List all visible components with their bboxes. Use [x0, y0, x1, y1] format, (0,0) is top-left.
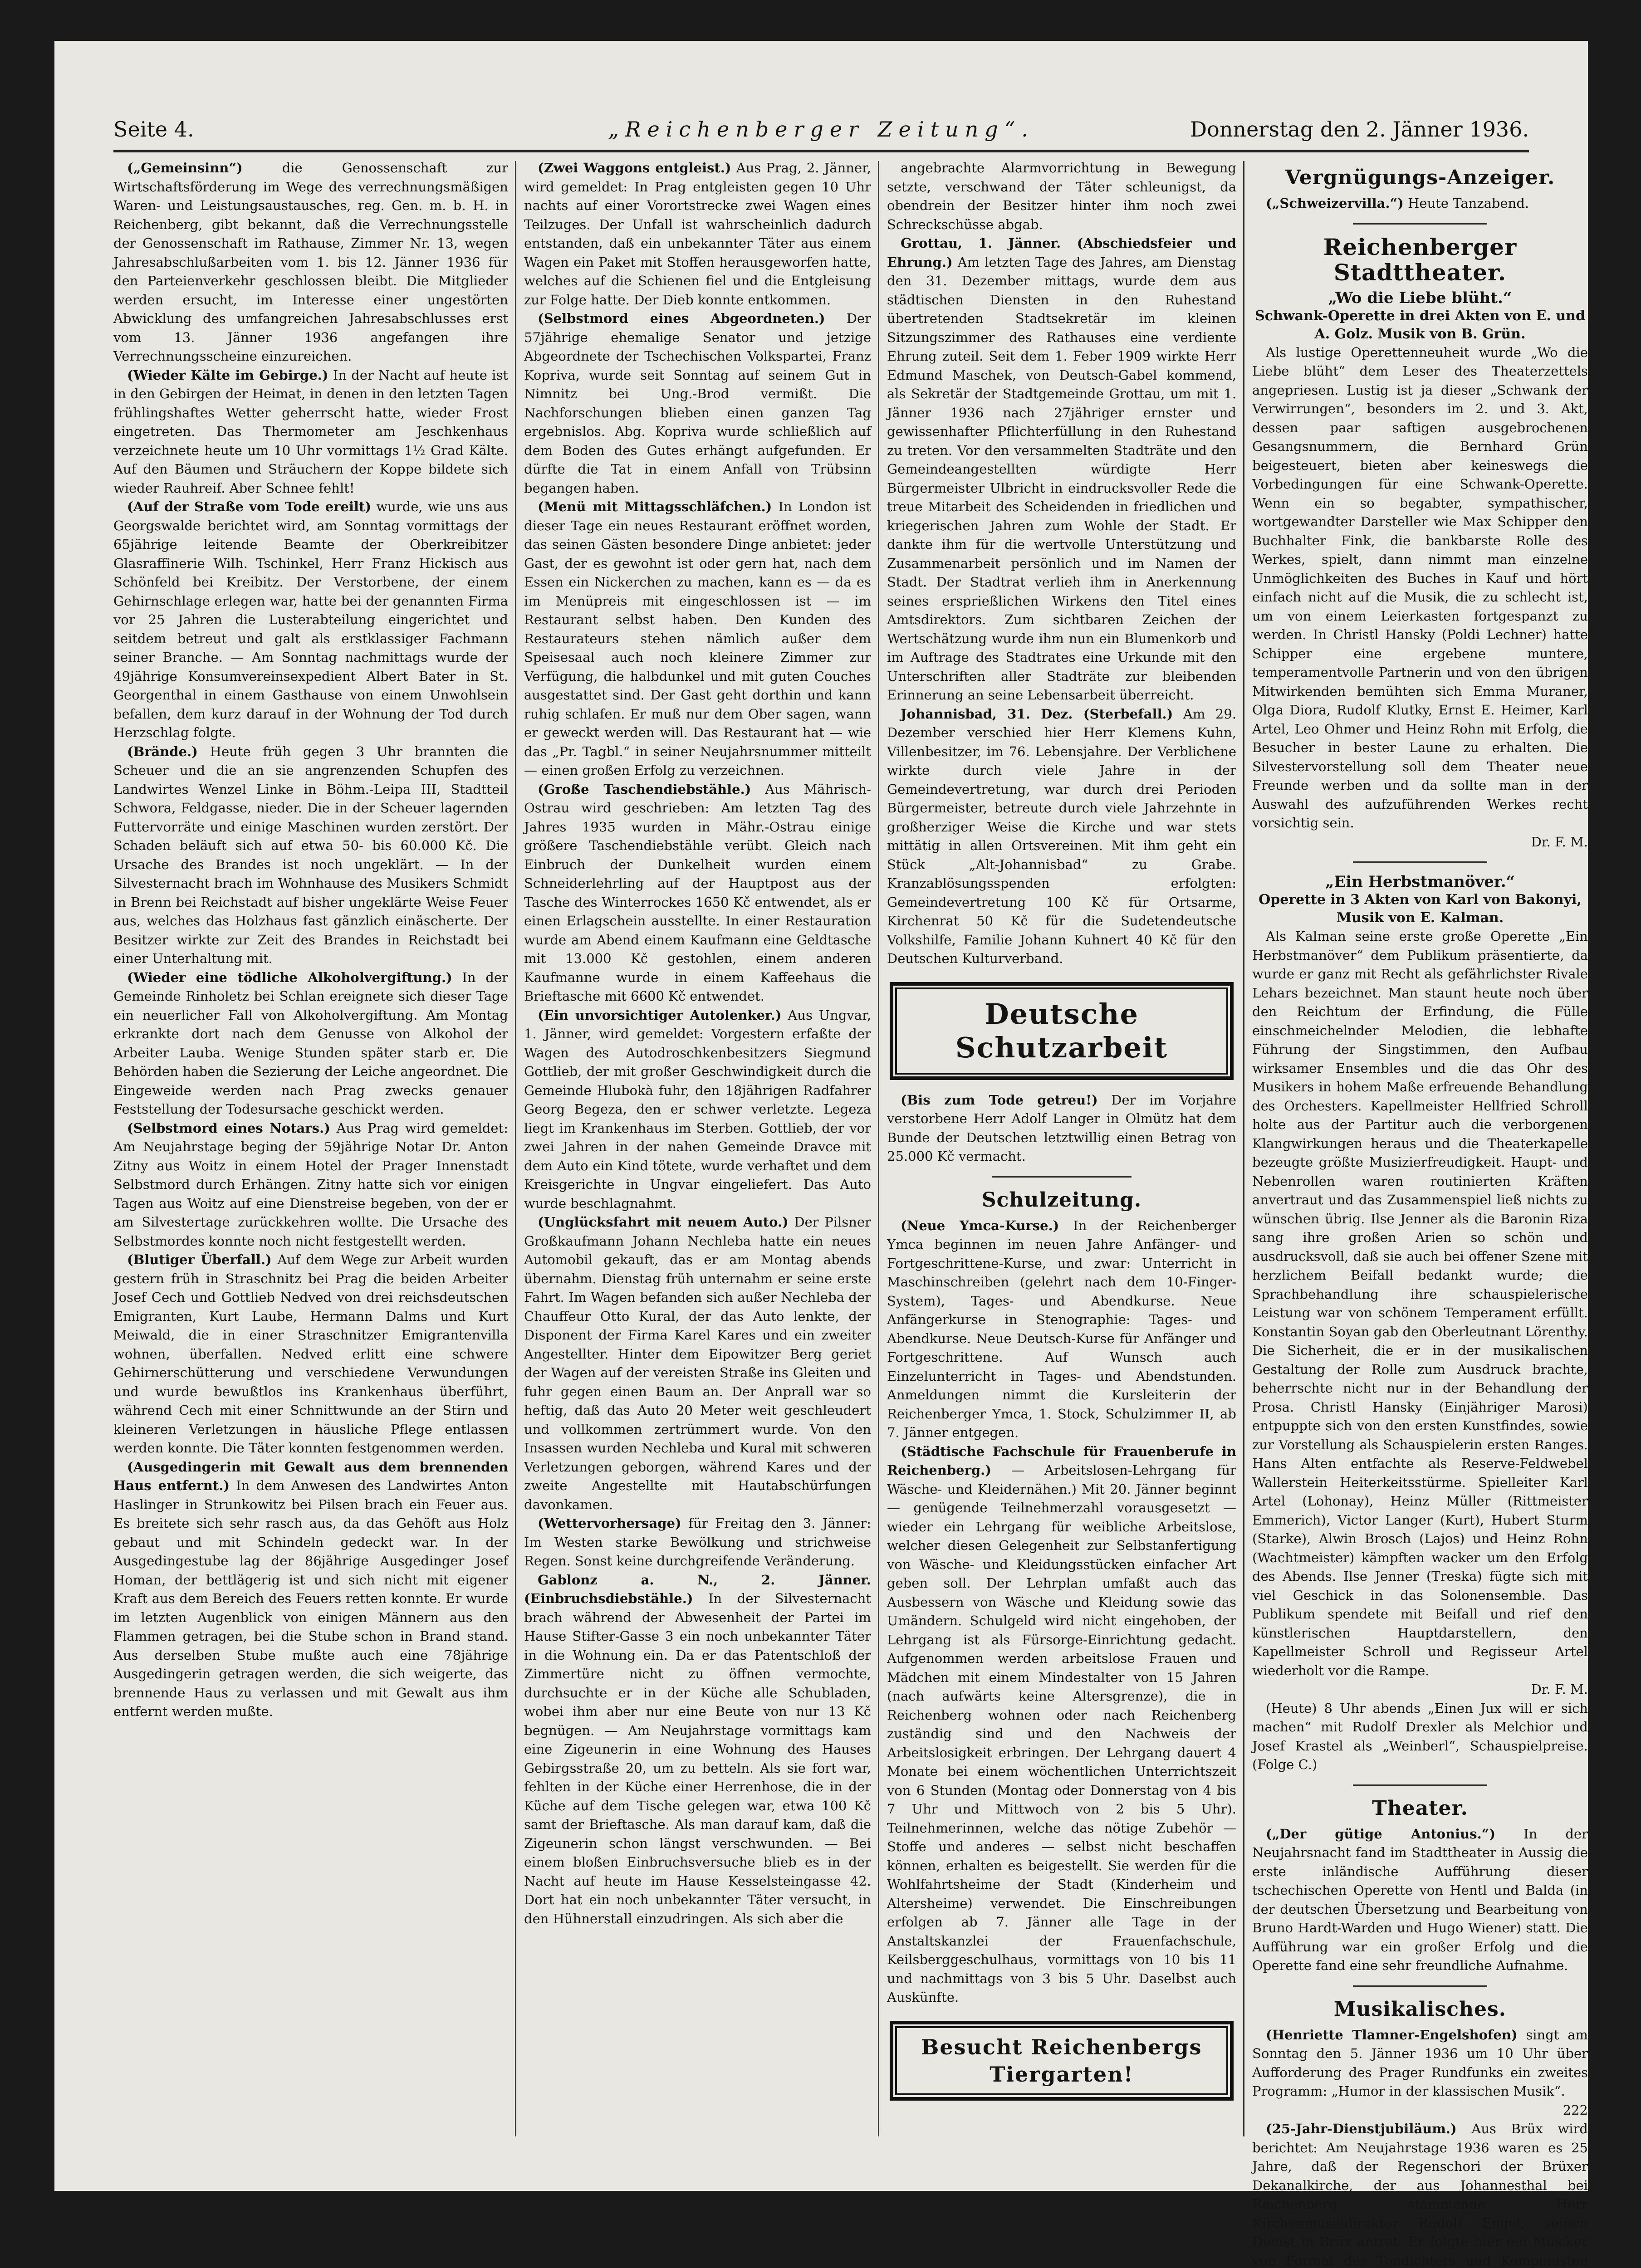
article-heading: (Unglücksfahrt mit neuem Auto.) — [538, 1214, 789, 1230]
article — [524, 1006, 871, 1213]
article-text: Aus Prag, 2. Jänner, wird gemeldet: In Prag entgleisten gegen 10 Uhr nachts auf einer Vorortstrecke zwei Wagen eines Teilzuges. Der Unfall ist wahrscheinlich dadurch entstanden, daß ein unbekannter Täter aus einem Wagen ein Paket mit Stoffen herausgeworfen hatte, welches auf die Schienen fiel und die Entgleisung zur Folge hatte. Der Dieb konnte entkommen. — [524, 160, 871, 308]
section-divider — [1353, 1784, 1487, 1786]
article-heading: (Bis zum Tode getreu!) — [901, 1092, 1098, 1108]
section-heading-stadttheater: Reichenberger Stadttheater. — [1323, 233, 1517, 286]
article-heading: (Selbstmord eines Abgeordneten.) — [538, 311, 825, 326]
article — [524, 1571, 871, 1929]
article-text: Aus Prag wird gemeldet: Am Neujahrstage beging der 59jährige Notar Dr. Anton Zitny aus Woitz in einem Hotel der Prager Innenstadt Selbstmord durch Erhängen. Zitny hatte sich vor einigen Tagen aus Woitz auf eine Dienstreise begeben, von der er am Silvestertage zurückkehren wollte. Die Ursache des Selbstmordes konnte noch nicht festgestellt werden. — [113, 1120, 508, 1249]
article-text: Aus Brüx wird berichtet: Am Neujahrstage 1936 waren es 25 Jahre, daß der Regenschori der Brüxer Dekanalkirche, der aus Johannesthal bei Reichenberg stammende Herr Kirchenmusikdirektor Rudolf Engel, seinen Dienst in Brüx antrat. Er folgte hier ein Musiker von Format des Tondichters und Komponisten — [1252, 2121, 1588, 2268]
article — [1252, 2120, 1588, 2268]
article-heading: (Henriette Tlamner-Engelshofen) — [1266, 2027, 1518, 2043]
article-text: Auf dem Wege zur Arbeit wurden gestern früh in Straschnitz bei Prag die beiden Arbeiter Josef Cech und Gottlieb Nedved von drei reichsdeutschen Emigranten, Kurt Laube, Hermann Dalms und Kurt Meiwald, die in einer Straschnitzer Emigrantenvilla wohnen, überfallen. Nedved erlitt eine schwere Gehirnerschütterung und verschiedene Verwundungen und wurde bewußtlos ins Krankenhaus überführt, während Cech mit einer Schnittwunde an der Stirn und kleineren Verletzungen in häusliche Pflege entlassen werden konnte. Die Täter konnten festgenommen werden. — [113, 1252, 509, 1456]
article-text: singt am Sonntag den 5. Jänner 1936 um 10 Uhr über Aufforderung des Prager Rundfunks ein zweites Programm: „Humor in der klassischen Musik“. — [1252, 2027, 1588, 2099]
article-text: In London ist dieser Tage ein neues Restaurant eröffnet worden, das seinen Gästen besondere Dinge anbietet: jeder Gast, der es gewohnt ist oder gern hat, nach dem Essen ein Nickerchen zu machen, kann es — da es im Menüpreis mit eingeschlossen ist — im Restaurant selbst haben. Den Kunden des Restaurateurs stehen nämlich außer dem Speisesaal auch noch kleinere Zimmer zur Verfügung, die halbdunkel und mit guten Couches ausgestattet sind. Der Gast geht dorthin und kann ruhig schlafen. Er muß nur dem Ober sagen, wann er geweckt werden will. Das Restaurant hat — wie das „Pr. Tagbl.“ in seiner Neujahrsnummer mitteilt — einen großen Erfolg zu verzeichnen. — [524, 499, 871, 778]
column-rule — [1243, 161, 1244, 2136]
article — [887, 705, 1236, 968]
article — [113, 1251, 508, 1458]
article-heading: (Zwei Waggons entgleist.) — [538, 160, 731, 176]
section-divider — [1353, 223, 1487, 225]
review-text: Als Kalman seine erste große Operette „Ein Herbstmanöver“ dem Publikum präsentierte, da wurde er ganz mit Recht als gefährlichster Rivale Lehars bezeichnet. Man staunt heute noch über den Reichtum der Erfindung, die Fülle einschmeichelnder Melodien, die lebhafte Führung der Singstimmen, den Aufbau wirksamer Ensembles und die das Ohr des Musikers in hohem Maße erfreuende Behandlung des Orchesters. Kapellmeister Hellfried Schroll holte aus der Partitur auch die verborgenen Klangwirkungen heraus und die Theaterkapelle bezeugte größte Musizierfreudigkeit. Haupt- und Nebenrollen waren routinierten Kräften anvertraut und das Zusammenspiel ließ nichts zu wünschen übrig. Ilse Jenner als die Baronin Riza sang ihre großen Arien so schön und ausdrucksvoll, daß sie auch bei offener Szene mit herzlichem Beifall bedankt wurde; die Sprachbehandlung ihre schauspielerische Leistung war von schönem Temperament erfüllt. Konstantin Soyan gab den Oberleutnant Lörenthy. Die Sicherheit, die er in der musikalischen Gestaltung der Rolle zum Ausdruck brachte, beherrschte nicht nur in der Behandlung der Prosa. Christl Hansky (Einjähriger Marosi) entpuppte sich von den ersten Kunstfindes, sowie zur Vorstellung als Schauspielerin ersten Ranges. Hans Alten entfachte als Reserve-Feldwebel Wallerstein Heiterkeitsstürme. Spielleiter Karl Artel (Lohonay), Heinz Müller (Rittmeister Emmerich), Victor Langer (Kurt), Hubert Sturm (Starke), Alwin Brosch (Lajos) und Heinz Rohn (Wachtmeister) kämpften wacker um den Erfolg des Abends. Ilse Jenner (Treska) fügte sich mit viel Geschick in das Solonensemble. Das Publikum spendete mit Beifall und rief den künstlerischen Hauptdarstellern, den Kapellmeister Schroll und Regisseur Artel wiederholt vor die Rampe. — [1252, 929, 1588, 1678]
page-header — [113, 109, 1529, 152]
column-1 — [113, 159, 508, 2141]
article-text: Der Pilsner Großkaufmann Johann Nechleba hatte ein neues Automobil gekauft, das er am Montag abends übernahm. Dienstag früh unternahm er seine erste Fahrt. Im Wagen befanden sich außer Nechleba der Chauffeur Otto Kural, der das Auto lenkte, der Disponent der Firma Karel Kares und ein zweiter Angestellter. Hinter dem Eipowitzer Berg geriet der Wagen auf der vereisten Straße ins Gleiten und fuhr gegen einen Baum an. Der Anprall war so heftig, daß das Auto 20 Meter weit geschleudert und vollkommen zertrümmert wurde. Von den Insassen wurden Nechleba und Kural mit schweren Verletzungen geborgen, während Kares und der zweite Angestellte mit Hautabschürfungen davonkamen. — [524, 1214, 871, 1512]
column-3-articles — [887, 159, 1236, 968]
review-signature: Dr. F. M. — [1531, 1681, 1588, 1697]
article-text: angebrachte Alarmvorrichtung in Bewegung setzte, verschwand der Täter schleunigst, da obendrein der Besitzer hinter ihm noch zwei Schreckschüsse abgab. — [887, 160, 1236, 232]
article-text: die Genossenschaft zur Wirtschaftsförderung im Wege des verrechnungsmäßigen Waren- und Leistungsaustausches, reg. Gen. m. b. H. in Reichenberg, gibt bekannt, daß die Verrechnungsstelle der Genossenschaft im Rathause, Zimmer Nr. 13, wegen Jahresabschlußarbeiten vom 1. bis 12. Jänner 1936 für den Parteienverkehr geschlossen bleibt. Die Mitglieder werden ersucht, im Interesse einer ungestörten Abwicklung des umfangreichen Jahresabschlusses erst vom 13. Jänner 1936 angefangen ihre Verrechnungsscheine einzureichen. — [113, 160, 508, 364]
article — [524, 159, 871, 309]
article — [113, 366, 508, 498]
article — [524, 1213, 871, 1514]
column-2 — [524, 159, 871, 2141]
article-text: Am letzten Tage des Jahres, am Dienstag den 31. Dezember mittags, wurde dem aus städtischen Diensten in den Ruhestand übertretenden Stadtsekretär im kleinen Sitzungszimmer des Rathauses eine verdiente Ehrung zuteil. Seit dem 1. Feber 1909 wirkte Herr Edmund Maschek, von Deutsch-Gabel kommend, als Sekretär der Stadtgemeinde Grottau, um mit 1. Jänner 1936 nach 27jähriger ernster und gewissenhafter Pflichterfüllung in den Ruhestand zu treten. Vor den versammelten Stadträte und den Gemeindeangestellten würdigte Herr Bürgermeister Ulbricht in eindrucksvoller Rede die treue Mitarbeit des Scheidenden in friedlichen und kriegerischen Jahren zum Wohle der Stadt. Er dankte ihm für die wertvolle Unterstützung und Zusammenarbeit persönlich und im Namen der Stadt. Der Stadtrat verlieh ihm in Anerkennung seines ersprießlichen Wirkens den Titel eines Amtsdirektors. Zum sichtbaren Zeichen der Wertschätzung wurde ihm nun ein Blumenkorb und im Auftrage des Stadtrates eine Urkunde mit den Unterschriften aller Stadträte zur bleibenden Erinnerung an seine Lebensarbeit überreicht. — [887, 254, 1236, 703]
review-text: Als lustige Operettenneuheit wurde „Wo die Liebe blüht“ dem Leser des Theaterzettels angepriesen. Lustig ist ja dieser „Schwank der Verwirrungen“, besonders im 2. und 3. Akt, dessen paar saftigen ausgebrochenen Gesangsnummern, die Bernhard Grün beigesteuert, bieten aber keineswegs die Vorbedingungen für eine Schwank-Operette. Wenn ein so begabter, sympathischer, wortgewandter Darsteller wie Max Schipper den Buchhalter Fink, die bankbarste Rolle des Werkes, spielt, dann nimmt man einzelne Unmöglichkeiten des Buches in Kauf und hört einfach nicht auf die Musik, die zu schlecht ist, um von einem Leierkasten fortgespanzt zu werden. In Christl Hansky (Poldi Lechner) hatte Schipper eine ergebene muntere, temperamentvolle Partnerin und von den übrigen Mitwirkenden bemühten sich Emma Muraner, Olga Diora, Rudolf Klutky, Ernst E. Heimer, Karl Artel, Leo Ohmer und Heinz Rohn mit Erfolg, die Besucher in bester Laune zu erhalten. Die Silvestervorstellung soll dem Theater neue Freunde werben und da sollte man in der Auswahl des aufzuführenden Werkes recht vorsichtig sein. — [1252, 344, 1588, 831]
article — [113, 1458, 508, 1721]
play-credits: Schwank-Operette in drei Akten von E. und A. Golz. Musik von B. Grün. — [1255, 308, 1585, 342]
article-heading: („Der gütige Antonius.“) — [1266, 1826, 1496, 1842]
article-text: Der im Vorjahre verstorbene Herr Adolf Langer in Olmütz hat dem Bunde der Deutschen letztwillig einen Betrag von 25.000 Kč vermacht. — [887, 1092, 1236, 1164]
article-heading: (Blutiger Überfall.) — [127, 1252, 272, 1267]
article-heading: (Wieder eine tödliche Alkoholvergiftung.) — [127, 969, 452, 985]
play-title: „Ein Herbstmanöver.“ — [1325, 873, 1515, 891]
section-heading-musikalisches: Musikalisches. — [1333, 1997, 1507, 2021]
section-divider — [992, 1176, 1132, 1178]
article-text: Aus Ungvar, 1. Jänner, wird gemeldet: Vorgestern erfaßte der Wagen des Autodroschkenbesitzers Siegmund Gottlieb, der mit großer Geschwindigkeit durch die Gemeinde Hlubokà fuhr, den 18jährigen Radfahrer Georg Begeza, den er schwer verletzte. Legeza liegt im Krankenhaus im Sterben. Gottlieb, der vor zwei Jahren in der nahen Gemeinde Dravce mit dem Auto ein Kind tötete, wurde verhaftet und dem Kreisgerichte in Ungvar eingeliefert. Das Auto wurde beschlagnahmt. — [524, 1007, 871, 1211]
newspaper-page — [54, 41, 1588, 2268]
article-heading: (25-Jahr-Dienstjubiläum.) — [1266, 2121, 1457, 2136]
article-text: Aus Mährisch-Ostrau wird geschrieben: Am letzten Tag des Jahres 1935 wurden in Mähr.-Ostrau einige größere Taschendiebstähle verübt. Gleich nach Einbruch der Dunkelheit wurden einem Schneiderlehrling auf der Hauptpost aus der Tasche des Winterrockes 1650 Kč entwendet, als er einen Erlagschein ausstellte. In einer Restauration wurde am Abend einem Kaufmann eine Geldtasche mit 13.000 Kč gestohlen, einem anderen Kaufmanne wurde in einem Kaffeehaus die Brieftasche mit 6600 Kč entwendet. — [524, 781, 871, 1004]
article-heading: (Ein unvorsichtiger Autolenker.) — [538, 1007, 782, 1023]
column-3-articles-b — [887, 1091, 1236, 1166]
article-heading: Grottau, 1. Jänner. (Abschiedsfeier und Ehrung.) — [887, 235, 1236, 270]
article — [887, 1217, 1236, 1442]
article-heading: (Städtische Fachschule für Frauenberufe in Reichenberg.) — [887, 1443, 1236, 1478]
article-text: — Arbeitslosen-Lehrgang für Wäsche- und Kleidernähen.) Mit 20. Jänner beginnt — genügende Teilnehmerzahl vorausgesetzt — wieder ein Lehrgang für weibliche Arbeitslose, welcher diesen Gelegenheit zur Selbstanfertigung von Wäsche- und Kleidungsstücken einfacher Art geben soll. Der Lehrplan umfaßt auch das Ausbessern von Wäsche und Kleidung sowie das Umändern. Schulgeld wird nicht eingehoben, der Lehrgang ist als Fürsorge-Einrichtung gedacht. Aufgenommen werden arbeitslose Frauen und Mädchen mit einem Mindestalter von 15 Jahren (nach aufwärts keine Altersgrenze), die in Reichenberg wohnen oder nach Reichenberg zuständig sind und den Nachweis der Arbeitslosigkeit erbringen. Der Lehrgang dauert 4 Monate bei einem wöchentlichen Unterrichtszeit von 6 Stunden (Montag oder Donnerstag von 4 bis 7 Uhr und Mittwoch von 2 bis 5 Uhr). Teilnehmerinnen, welche das nötige Zubehör — Stoffe und anderes — selbst nicht beschaffen können, erhalten es beigestellt. Sie werden für die Wohlfahrtsheime der Stadt (Kinderheim und Altersheime) verwendet. Die Einschreibungen erfolgen ab 7. Jänner alle Tage in der Anstaltskanzlei der Frauenfachschule, Keilsberggeschulhaus, vormittags von 10 bis 11 und nachmittags von 3 bis 5 Uhr. Daselbst auch Auskünfte. — [887, 1462, 1236, 2005]
article-heading: (Wieder Kälte im Gebirge.) — [127, 367, 328, 383]
article-heading: (Selbstmord eines Notars.) — [127, 1120, 330, 1136]
article-text: wurde, wie uns aus Georgswalde berichtet wird, am Sonntag vormittags der 65jährige leitende Beamte der Oberkreibitzer Glasraffinerie Wilh. Tschinkel, Herr Franz Hickisch aus Schönfeld bei Kreibitz. Der Verstorbene, der einem Gehirnschlage erlegen war, hatte bei der genannten Firma vor 25 Jahren die Lusterabteilung eingerichtet und seitdem betreut und galt als erstklassiger Fachmann seiner Branche. — Am Sonntag nachmittags wurde der 49jährige Konsumvereinsexpedient Albert Bater in St. Georgenthal in einem Gasthause von einem Unwohlsein befallen, dem kurz darauf in der Wohnung der Tod durch Herzschlag folgte. — [113, 499, 508, 740]
article-heading: Gablonz a. N., 2. Jänner. (Einbruchsdiebstähle.) — [524, 1572, 871, 1606]
review-signature: Dr. F. M. — [1531, 834, 1588, 850]
article — [1252, 2026, 1588, 2101]
article — [113, 159, 508, 366]
article — [113, 743, 508, 968]
article-text: Am 29. Dezember verschied hier Herr Klemens Kuhn, Villenbesitzer, im 76. Lebensjahre. Der Verblichene wirkte durch viele Jahre in der Gemeindevertretung, war durch drei Perioden Bürgermeister, betreute durch viele Jahrzehnte in großherziger Weise die Kirche und war stets mittätig in allen Ortsvereinen. Mit ihm geht ein Stück „Alt-Johannisbad“ zu Grabe. Kranzablösungsspenden erfolgten: Gemeindevertretung 100 Kč für Ortsarme, Kirchenrat 50 Kč für die Sudetendeutsche Volkshilfe, Familie Johann Kuhnert 40 Kč für den Deutschen Kulturverband. — [887, 706, 1236, 966]
article — [524, 1514, 871, 1571]
article-heading: (Wettervorhersage) — [538, 1515, 681, 1531]
section-heading-vergnuegungs-anzeiger: Vergnügungs-Anzeiger. — [1285, 166, 1555, 189]
article-heading: (Große Taschendiebstähle.) — [538, 781, 751, 797]
article — [524, 498, 871, 780]
page-number-mark: 222 — [1563, 2102, 1588, 2118]
article-text: In der Gemeinde Rinholetz bei Schlan ereignete sich dieser Tage ein neuerlicher Fall von Alkoholvergiftung. Am Montag erkrankte dort nach dem Genusse von Alkohol der Arbeiter Lauba. Wenige Stunden später starb er. Die Behörden haben die Sezierung der Leiche angeordnet. Die Eingeweide werden nach Prag zwecks genauer Feststellung der Todesursache geschickt werden. — [113, 969, 508, 1117]
article-text: In dem Anwesen des Landwirtes Anton Haslinger in Strunkowitz bei Pilsen brach ein Feuer aus. Es breitete sich sehr rasch aus, da das Gehöft aus Holz gebaut und mit Schindeln gedeckt war. In der Ausgedingestube lag der 86jährige Ausgedinger Josef Homan, der bettlägerig ist und sich nicht mit eigener Kraft aus dem Bereich des Feuers retten konnte. Er wurde im letzten Augenblick von einigen Männern aus den Flammen getragen, bei die Stube schon in Brand stand. Aus derselben Stube mußte auch eine 78jährige Ausgedingerin getragen werden, die sich weigerte, das brennende Haus zu verlassen und mit Gewalt aus ihm entfernt werden mußte. — [113, 1478, 508, 1719]
article-text: Heute früh gegen 3 Uhr brannten die Scheuer und die an sie angrenzenden Schupfen des Landwirtes Wenzel Linke in Böhm.-Leipa III, Stadtteil Schwora, Feldgasse, nieder. Die in der Scheuer lagernden Futtervorräte und einige Maschinen wurden zerstört. Der Schaden beläuft sich auf etwa 50- bis 60.000 Kč. Die Ursache des Brandes ist noch ungeklärt. — In der Silvesternacht brach im Wohnhause des Musikers Schmidt in Brenn bei Reichstadt auf bisher ungeklärte Weise Feuer aus, welches das Holzhaus fast gänzlich einäscherte. Der Besitzer wirkte zur Zeit des Brandes in Reichstadt bei einer Unterhaltung mit. — [113, 743, 508, 966]
article — [887, 1442, 1236, 2007]
newspaper-title: „Reichenberger Zeitung“. — [608, 117, 1034, 142]
article-text: In der Silvesternacht brach während der Abwesenheit der Partei im Hause Stifter-Gasse 3 ein noch unbekannter Täter in die Wohnung ein. Da er das Patentschloß der Zimmertüre nicht zu öffnen vermochte, durchsuchte er in der Küche alle Schubladen, wobei ihm aber nur eine Beute von nur 13 Kč begnügen. — Am Neujahrstage vormittags kam eine Zigeunerin in eine Wohnung des Hauses Gebirgsstraße 20, um zu betteln. Als sie fort war, fehlten in der Küche einer Herrenhose, die in der Küche auf dem Tische gelegen war, etwa 100 Kč samt der Brieftasche. Als man darauf kam, daß die Zigeunerin schon längst verschwunden. — Bei einem bloßen Einbruchsversuche blieb es in der Nacht auf heute im Hause Kesselsteingasse 42. Dort hat ein noch unbekannter Täter versucht, in den Hühnerstall einzudringen. Als sich aber die — [524, 1591, 871, 1926]
article-heading: (Menü mit Mittagsschläfchen.) — [538, 499, 772, 514]
page-number: Seite 4. — [113, 117, 194, 142]
play-title: „Wo die Liebe blüht.“ — [1328, 288, 1512, 307]
article-heading: (Neue Ymca-Kurse.) — [901, 1217, 1059, 1233]
article-text: In der Nacht auf heute ist in den Gebirgen der Heimat, in denen in den letzten Tagen frühlingshaftes Wetter geherrscht hatte, wieder Frost eingetreten. Das Thermometer am Jeschkenhaus verzeichnete heute um 10 Uhr vormittags 1½ Grad Kälte. Auf den Bäumen und Sträuchern der Koppe bildete sich wieder Rauhreif. Aber Schnee fehlt! — [113, 367, 508, 496]
article-text: Heute Tanzabend. — [1403, 196, 1529, 211]
article-heading: (Auf der Straße vom Tode ereilt) — [127, 499, 372, 514]
article — [887, 234, 1236, 705]
article-text: für Freitag den 3. Jänner: Im Westen starke Bewölkung und strichweise Regen. Sonst keine durchgreifende Veränderung. — [524, 1515, 871, 1569]
article-heading: (Brände.) — [127, 743, 198, 759]
article-heading: („Schweizervilla.“) — [1266, 196, 1404, 211]
article-text: In der Neujahrsnacht fand im Stadttheater in Aussig die erste inländische Aufführung dieser tschechischen Operette von Hentl und Balda (in der deutschen Übersetzung und Bearbeitung von Bruno Hardt-Warden und Hugo Wiener) statt. Die Aufführung war ein großer Erfolg und die Operette fand eine sehr freundliche Aufnahme. — [1252, 1826, 1588, 1973]
article — [887, 159, 1236, 234]
article — [113, 968, 508, 1119]
article-heading: („Gemeinsinn“) — [127, 160, 243, 176]
article — [1252, 194, 1588, 213]
article — [1252, 1825, 1588, 1975]
column-rule — [878, 161, 879, 2136]
article — [524, 309, 871, 498]
section-heading-theater: Theater. — [1372, 1796, 1468, 1820]
column-3-articles-c — [887, 1217, 1236, 2007]
article — [113, 1119, 508, 1251]
section-divider — [1353, 1985, 1487, 1987]
article — [113, 498, 508, 743]
section-heading-schulzeitung: Schulzeitung. — [981, 1188, 1142, 1212]
article-heading: (Ausgedingerin mit Gewalt aus dem brennenden Haus entfernt.) — [113, 1459, 508, 1493]
article-text: Der 57jährige ehemalige Senator und jetzige Abgeordnete der Tschechischen Volkspartei, Franz Kopriva, wurde seit Sonntag auf seinem Gut in Nimnitz bei Ung.-Brod vermißt. Die Nachforschungen blieben einen ganzen Tag ergebnislos. Abg. Kopriva wurde schließlich auf dem Boden des Gutes erhängt aufgefunden. Er dürfte die Tat in einem Anfall von Trübsinn begangen haben. — [524, 311, 871, 496]
issue-date: Donnerstag den 2. Jänner 1936. — [1190, 117, 1529, 142]
column-4 — [1252, 159, 1588, 2268]
article — [887, 1091, 1236, 1166]
play-credits: Operette in 3 Akten von Karl von Bakonyi, Musik von E. Kalman. — [1259, 892, 1582, 926]
advert-deutsche-schutzarbeit: Deutsche Schutzarbeit — [890, 982, 1234, 1080]
article — [524, 780, 871, 1006]
article-heading: Johannisbad, 31. Dez. (Sterbefall.) — [901, 706, 1173, 722]
column-3 — [887, 159, 1236, 2141]
section-divider — [1353, 861, 1487, 863]
article-text: In der Reichenberger Ymca beginnen im neuen Jahre Anfänger- und Fortgeschrittene-Kurse, und zwar: Unterricht in Maschinschreiben (gelehrt nach dem 10-Finger-System), Tages- und Abendkurse. Neue Anfängerkurse in Stenographie: Tages- und Abendkurse. Neue Deutsch-Kurse für Anfänger und Fortgeschrittene. Auf Wunsch auch Einzelunterricht in Tages- und Abendstunden. Anmeldungen nimmt die Kursleiterin der Reichenberger Ymca, 1. Stock, Schulzimmer II, ab 7. Jänner entgegen. — [887, 1217, 1236, 1440]
advert-tiergarten: Besucht Reichenbergs Tiergarten! — [890, 2021, 1234, 2101]
theater-notice: (Heute) 8 Uhr abends „Einen Jux will er sich machen“ mit Rudolf Drexler als Melchior und Josef Krastel als „Weinberl“, Schauspielpreise. (Folge C.) — [1252, 1700, 1588, 1772]
column-rule — [515, 161, 516, 2136]
